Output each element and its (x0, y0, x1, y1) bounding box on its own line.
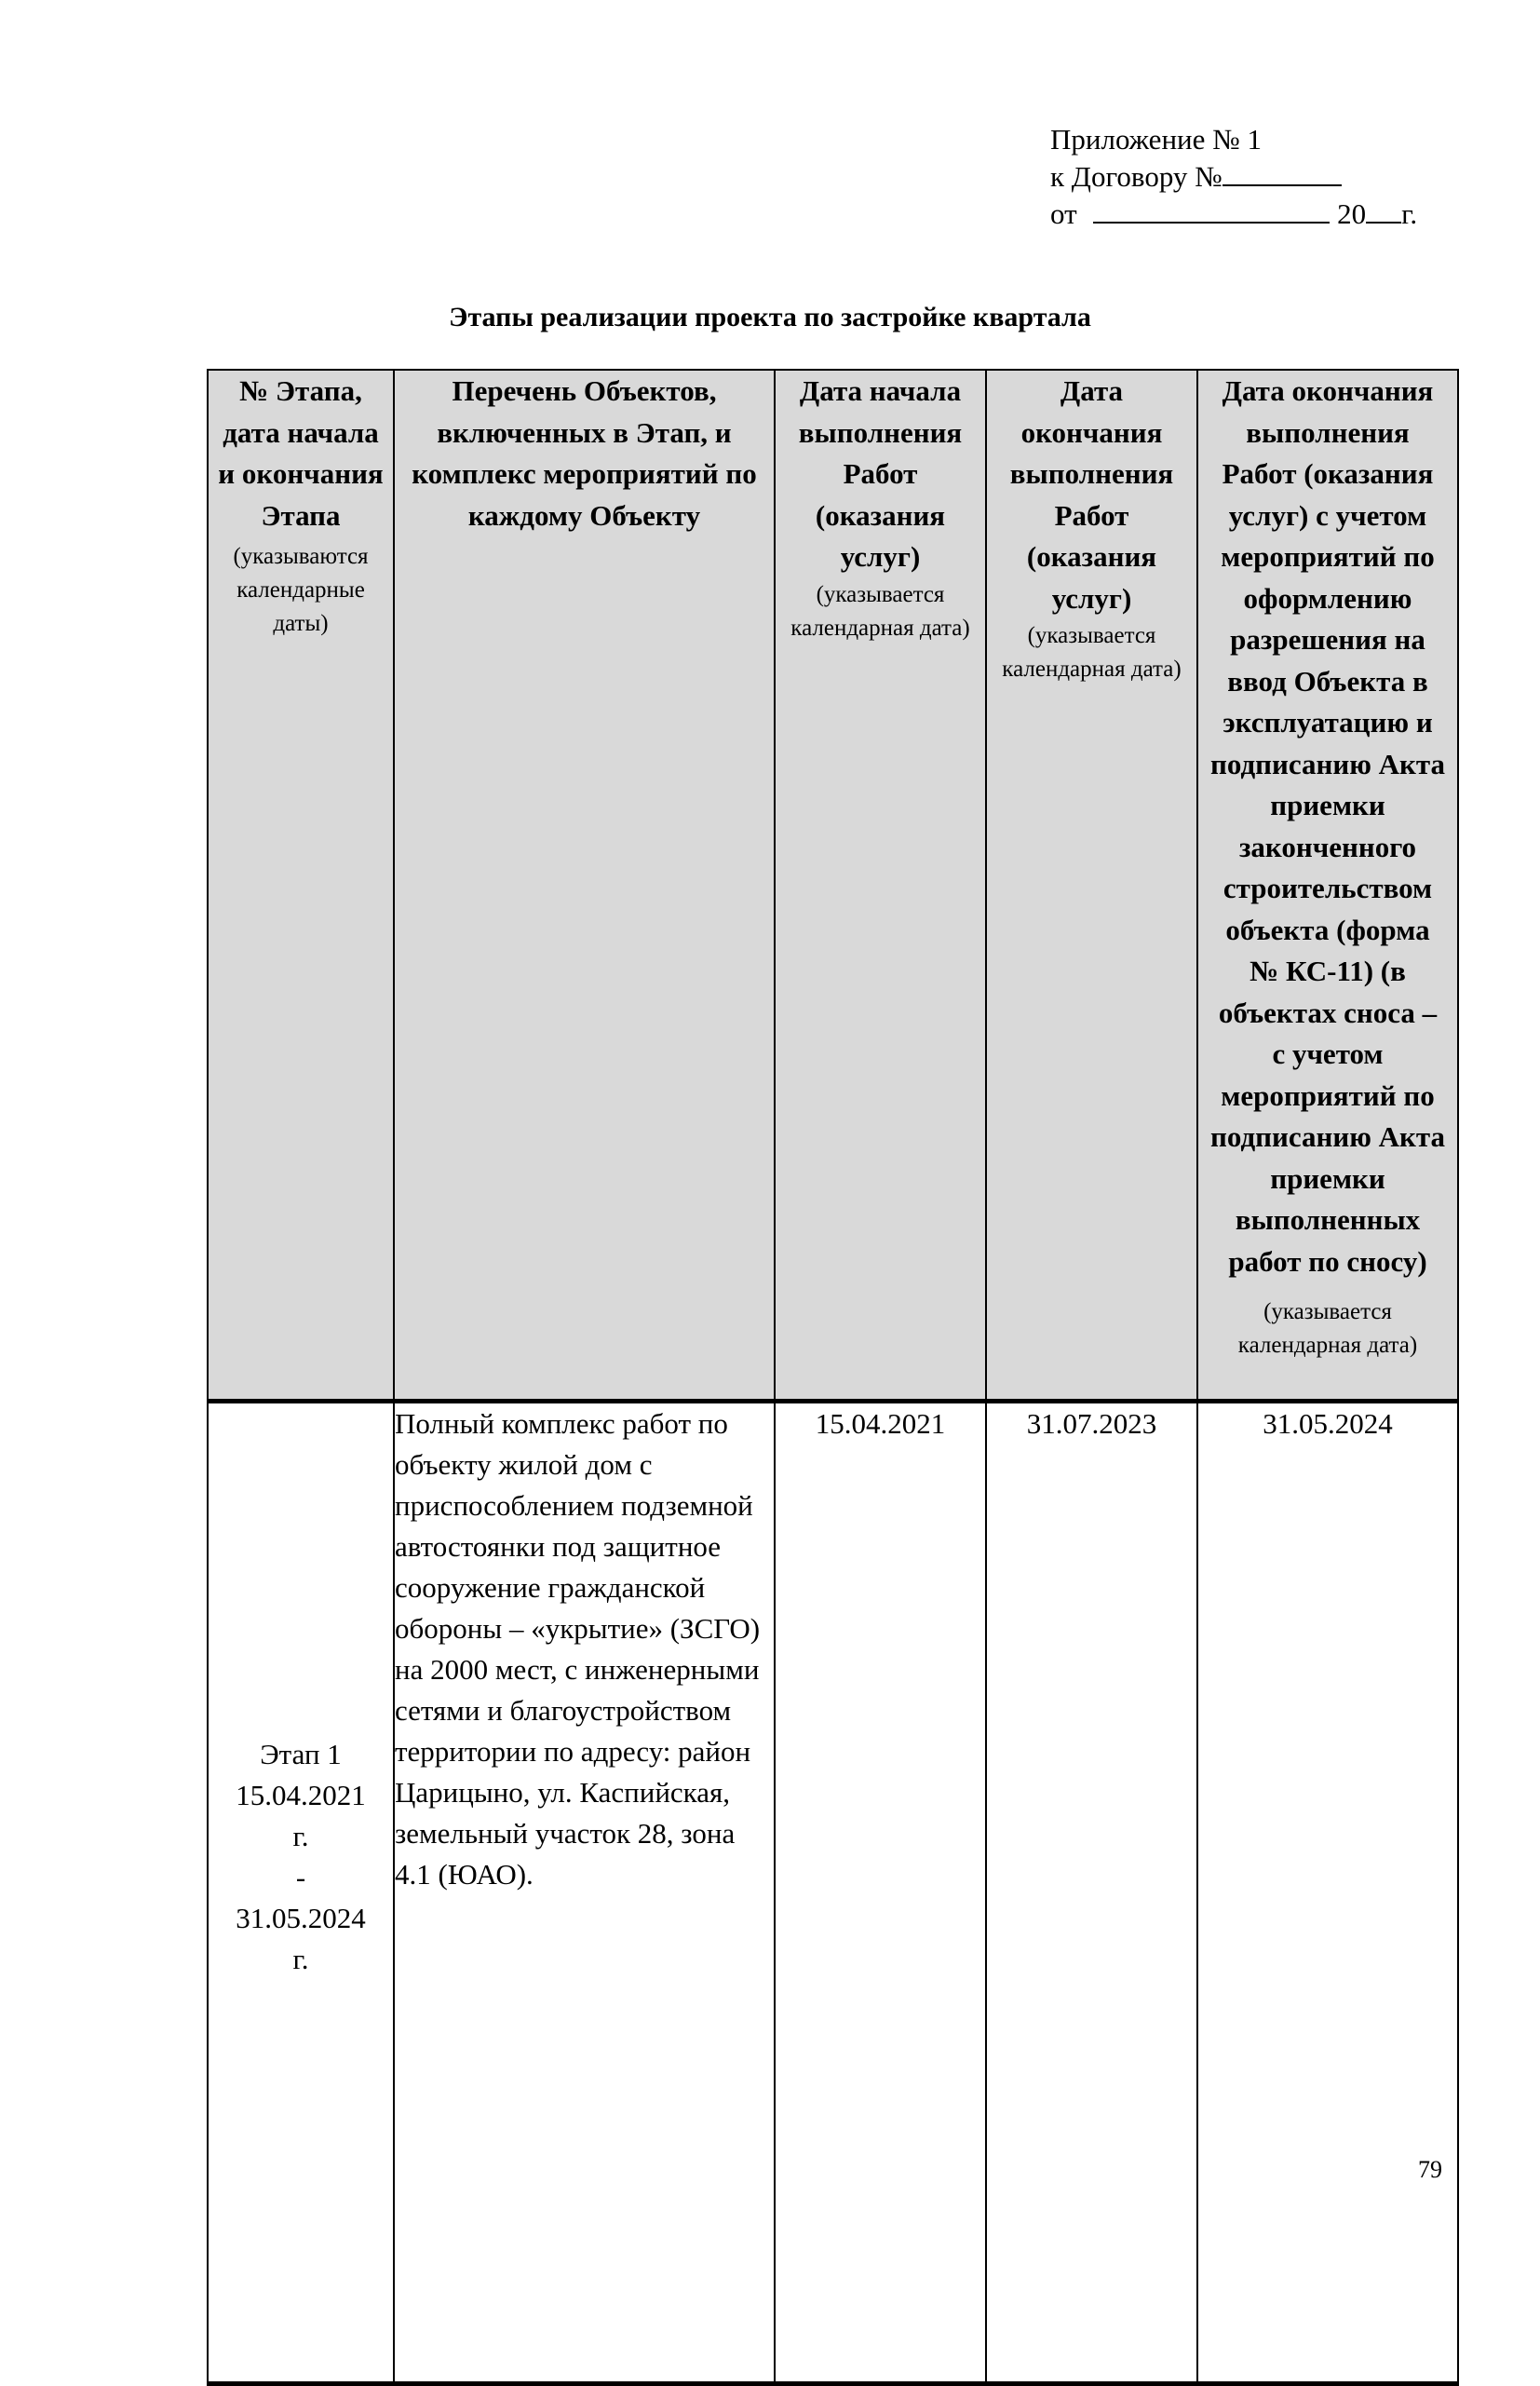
table-row (208, 1402, 1458, 2384)
stage-cell (208, 1402, 394, 2384)
annex-date-prefix: от (1050, 197, 1077, 230)
header-start-date-note: (указывается календарная дата) (790, 581, 970, 641)
stage-start-suffix: г. (292, 1820, 309, 1852)
contract-date-blank (1093, 199, 1330, 224)
annex-line-3 (1050, 196, 1417, 233)
header-objects-title: Перечень Объектов, включенных в Этап, и комплекс мероприятий по каждому Объекту (412, 374, 757, 532)
annex-year-suffix: г. (1401, 197, 1418, 230)
table-header-row (208, 370, 1458, 1402)
header-end-date (986, 370, 1197, 1402)
header-stage-title: № Этапа, дата начала и окончания Этапа (218, 374, 384, 532)
annex-header (1050, 121, 1417, 233)
annex-contract-prefix: к Договору № (1050, 160, 1223, 193)
header-objects (394, 370, 775, 1402)
header-start-date-title: Дата начала выполнения Работ (оказания услуг) (798, 374, 963, 573)
contract-number-blank (1223, 162, 1342, 186)
final-date-cell: 31.05.2024 (1197, 1402, 1458, 2384)
objects-cell: Полный комплекс работ по объекту жилой дом с приспособлением подземной автостоянки под защитное сооружение гражданской обороны – «укрытие» (ЗСГО) на 2000 мест, с инженерными сетями и благоустройством территории по адресу: район Царицыно, ул. Каспийская, земельный участок 28, зона 4.1 (ЮАО). (394, 1402, 775, 2384)
page-number: 79 (1418, 2156, 1442, 2183)
header-end-date-note: (указывается календарная дата) (1002, 623, 1182, 682)
header-final-date-note: (указывается календарная дата) (1237, 1299, 1418, 1358)
header-end-date-title: Дата окончания выполнения Работ (оказания услуг) (1009, 374, 1174, 615)
header-stage (208, 370, 394, 1402)
end-date-cell: 31.07.2023 (986, 1402, 1197, 2384)
header-final-date (1197, 370, 1458, 1402)
contract-year-blank (1366, 199, 1401, 224)
header-start-date (775, 370, 986, 1402)
stage-start: 15.04.2021 (236, 1779, 366, 1811)
annex-line-2 (1050, 158, 1417, 196)
document-title: Этапы реализации проекта по застройке квартала (449, 302, 1091, 332)
stage-dash: - (295, 1861, 306, 1893)
annex-line-1: Приложение № 1 (1050, 123, 1262, 156)
stage-name: Этап 1 (260, 1738, 342, 1770)
annex-year-prefix: 20 (1337, 197, 1367, 230)
header-stage-note: (указываются календарные даты) (233, 544, 369, 636)
start-date-cell: 15.04.2021 (775, 1402, 986, 2384)
stages-table (207, 369, 1459, 2386)
stage-end-suffix: г. (292, 1943, 309, 1975)
stage-end: 31.05.2024 (236, 1902, 366, 1934)
header-final-date-title: Дата окончания выполнения Работ (оказания услуг) с учетом мероприятий по оформлению разрешения на ввод Объекта в эксплуатацию и подписанию Акта приемки законченного строительством объекта (форма № КС-11) (в объектах сноса – с учетом мероприятий по подписанию Акта приемки выполненных работ по сносу) (1209, 374, 1446, 1278)
